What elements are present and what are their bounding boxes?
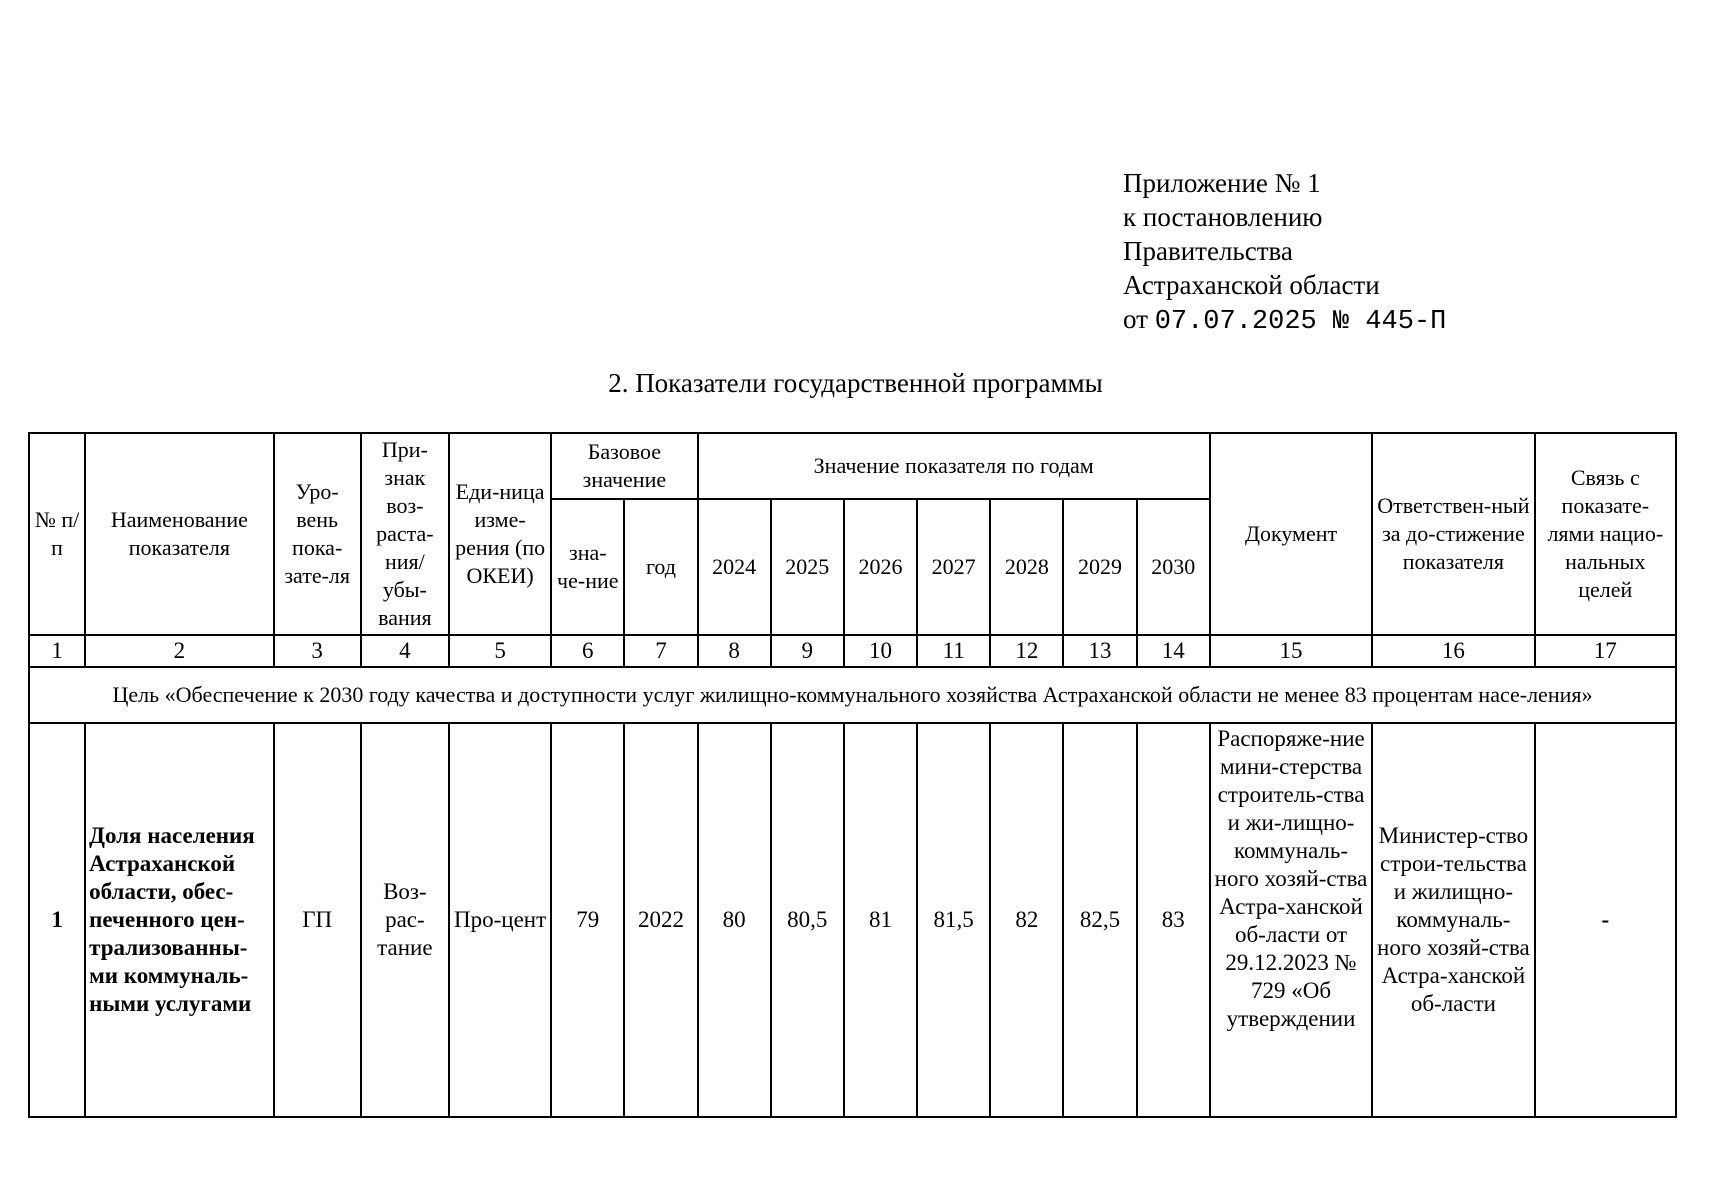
- appendix-line-2: к постановлению: [1123, 202, 1323, 232]
- row-national-goals-link: -: [1535, 723, 1676, 1117]
- row-value: 83: [1137, 723, 1210, 1117]
- header-year: 2029: [1063, 499, 1136, 635]
- header-year: 2025: [771, 499, 844, 635]
- appendix-line-4: Астраханской области: [1123, 270, 1380, 300]
- column-number: 11: [917, 635, 990, 667]
- header-base-year: год: [624, 499, 697, 635]
- table-row: [29, 723, 1676, 1117]
- column-number-row: [29, 635, 1676, 667]
- column-number: 6: [551, 635, 624, 667]
- appendix-line-3: Правительства: [1123, 236, 1293, 266]
- header-row-1: [29, 433, 1676, 499]
- appendix-date-number: 07.07.2025 № 445-П: [1154, 307, 1447, 337]
- row-value: 80: [698, 723, 771, 1117]
- column-number: 4: [361, 635, 449, 667]
- column-number: 15: [1210, 635, 1372, 667]
- column-number: 16: [1372, 635, 1534, 667]
- header-unit: Еди-ница изме-рения (по ОКЕИ): [449, 433, 551, 635]
- header-year: 2027: [917, 499, 990, 635]
- header-years-group: Значение показателя по годам: [698, 433, 1210, 499]
- header-year: 2026: [844, 499, 917, 635]
- header-year: 2024: [698, 499, 771, 635]
- row-level: ГП: [274, 723, 361, 1117]
- header-name: Наименование показателя: [85, 433, 273, 635]
- section-title: 2. Показатели государственной программы: [608, 368, 1103, 398]
- row-base-year: 2022: [624, 723, 697, 1117]
- indicators-table: [28, 432, 1677, 1118]
- appendix-date-prefix: от: [1123, 304, 1155, 334]
- column-number: 14: [1137, 635, 1210, 667]
- row-value: 80,5: [771, 723, 844, 1117]
- column-number: 1: [29, 635, 85, 667]
- row-value: 82: [990, 723, 1063, 1117]
- column-number: 10: [844, 635, 917, 667]
- header-link: Связь с показате-лями нацио-нальных целей: [1535, 433, 1676, 635]
- column-number: 12: [990, 635, 1063, 667]
- row-sign: Воз-рас-тание: [361, 723, 449, 1117]
- row-responsible: Министер-ство строи-тельства и жилищно-коммуналь-ного хозяй-ства Астра-ханской об-ласти: [1372, 723, 1534, 1117]
- header-base-value: зна-че-ние: [551, 499, 624, 635]
- appendix-block: [1123, 166, 1446, 339]
- goal-text: Цель «Обеспечение к 2030 году качества и доступности услуг жилищно-коммунального хозяйства Астраханской области не менее 83 процентам насе-ления»: [29, 667, 1676, 723]
- column-number: 17: [1535, 635, 1676, 667]
- row-value: 81: [844, 723, 917, 1117]
- goal-row: [29, 667, 1676, 723]
- row-value: 81,5: [917, 723, 990, 1117]
- column-number: 2: [85, 635, 273, 667]
- header-responsible: Ответствен-ный за до-стижение показателя: [1372, 433, 1534, 635]
- column-number: 8: [698, 635, 771, 667]
- row-num: 1: [29, 723, 85, 1117]
- header-num: № п/п: [29, 433, 85, 635]
- row-base-value: 79: [551, 723, 624, 1117]
- column-number: 3: [274, 635, 361, 667]
- header-year: 2030: [1137, 499, 1210, 635]
- header-document: Документ: [1210, 433, 1372, 635]
- header-level: Уро-вень пока-зате-ля: [274, 433, 361, 635]
- column-number: 5: [449, 635, 551, 667]
- column-number: 13: [1063, 635, 1136, 667]
- appendix-line-5: [1123, 302, 1446, 339]
- column-number: 9: [771, 635, 844, 667]
- row-unit: Про-цент: [449, 723, 551, 1117]
- header-sign: При-знак воз-раста-ния/ убы-вания: [361, 433, 449, 635]
- column-number: 7: [624, 635, 697, 667]
- row-value: 82,5: [1063, 723, 1136, 1117]
- row-document: Распоряже-ние мини-стерства строитель-ства и жи-лищно-коммуналь-ного хозяй-ства Астра-ханской об-ласти от 29.12.2023 № 729 «Об утверждении: [1210, 723, 1372, 1117]
- row-indicator-name: Доля населения Астраханской области, обес-печенного цен-трализованны-ми коммуналь-ными услугами: [85, 723, 273, 1117]
- appendix-line-1: Приложение № 1: [1123, 168, 1321, 198]
- header-year: 2028: [990, 499, 1063, 635]
- header-base: Базовое значение: [551, 433, 697, 499]
